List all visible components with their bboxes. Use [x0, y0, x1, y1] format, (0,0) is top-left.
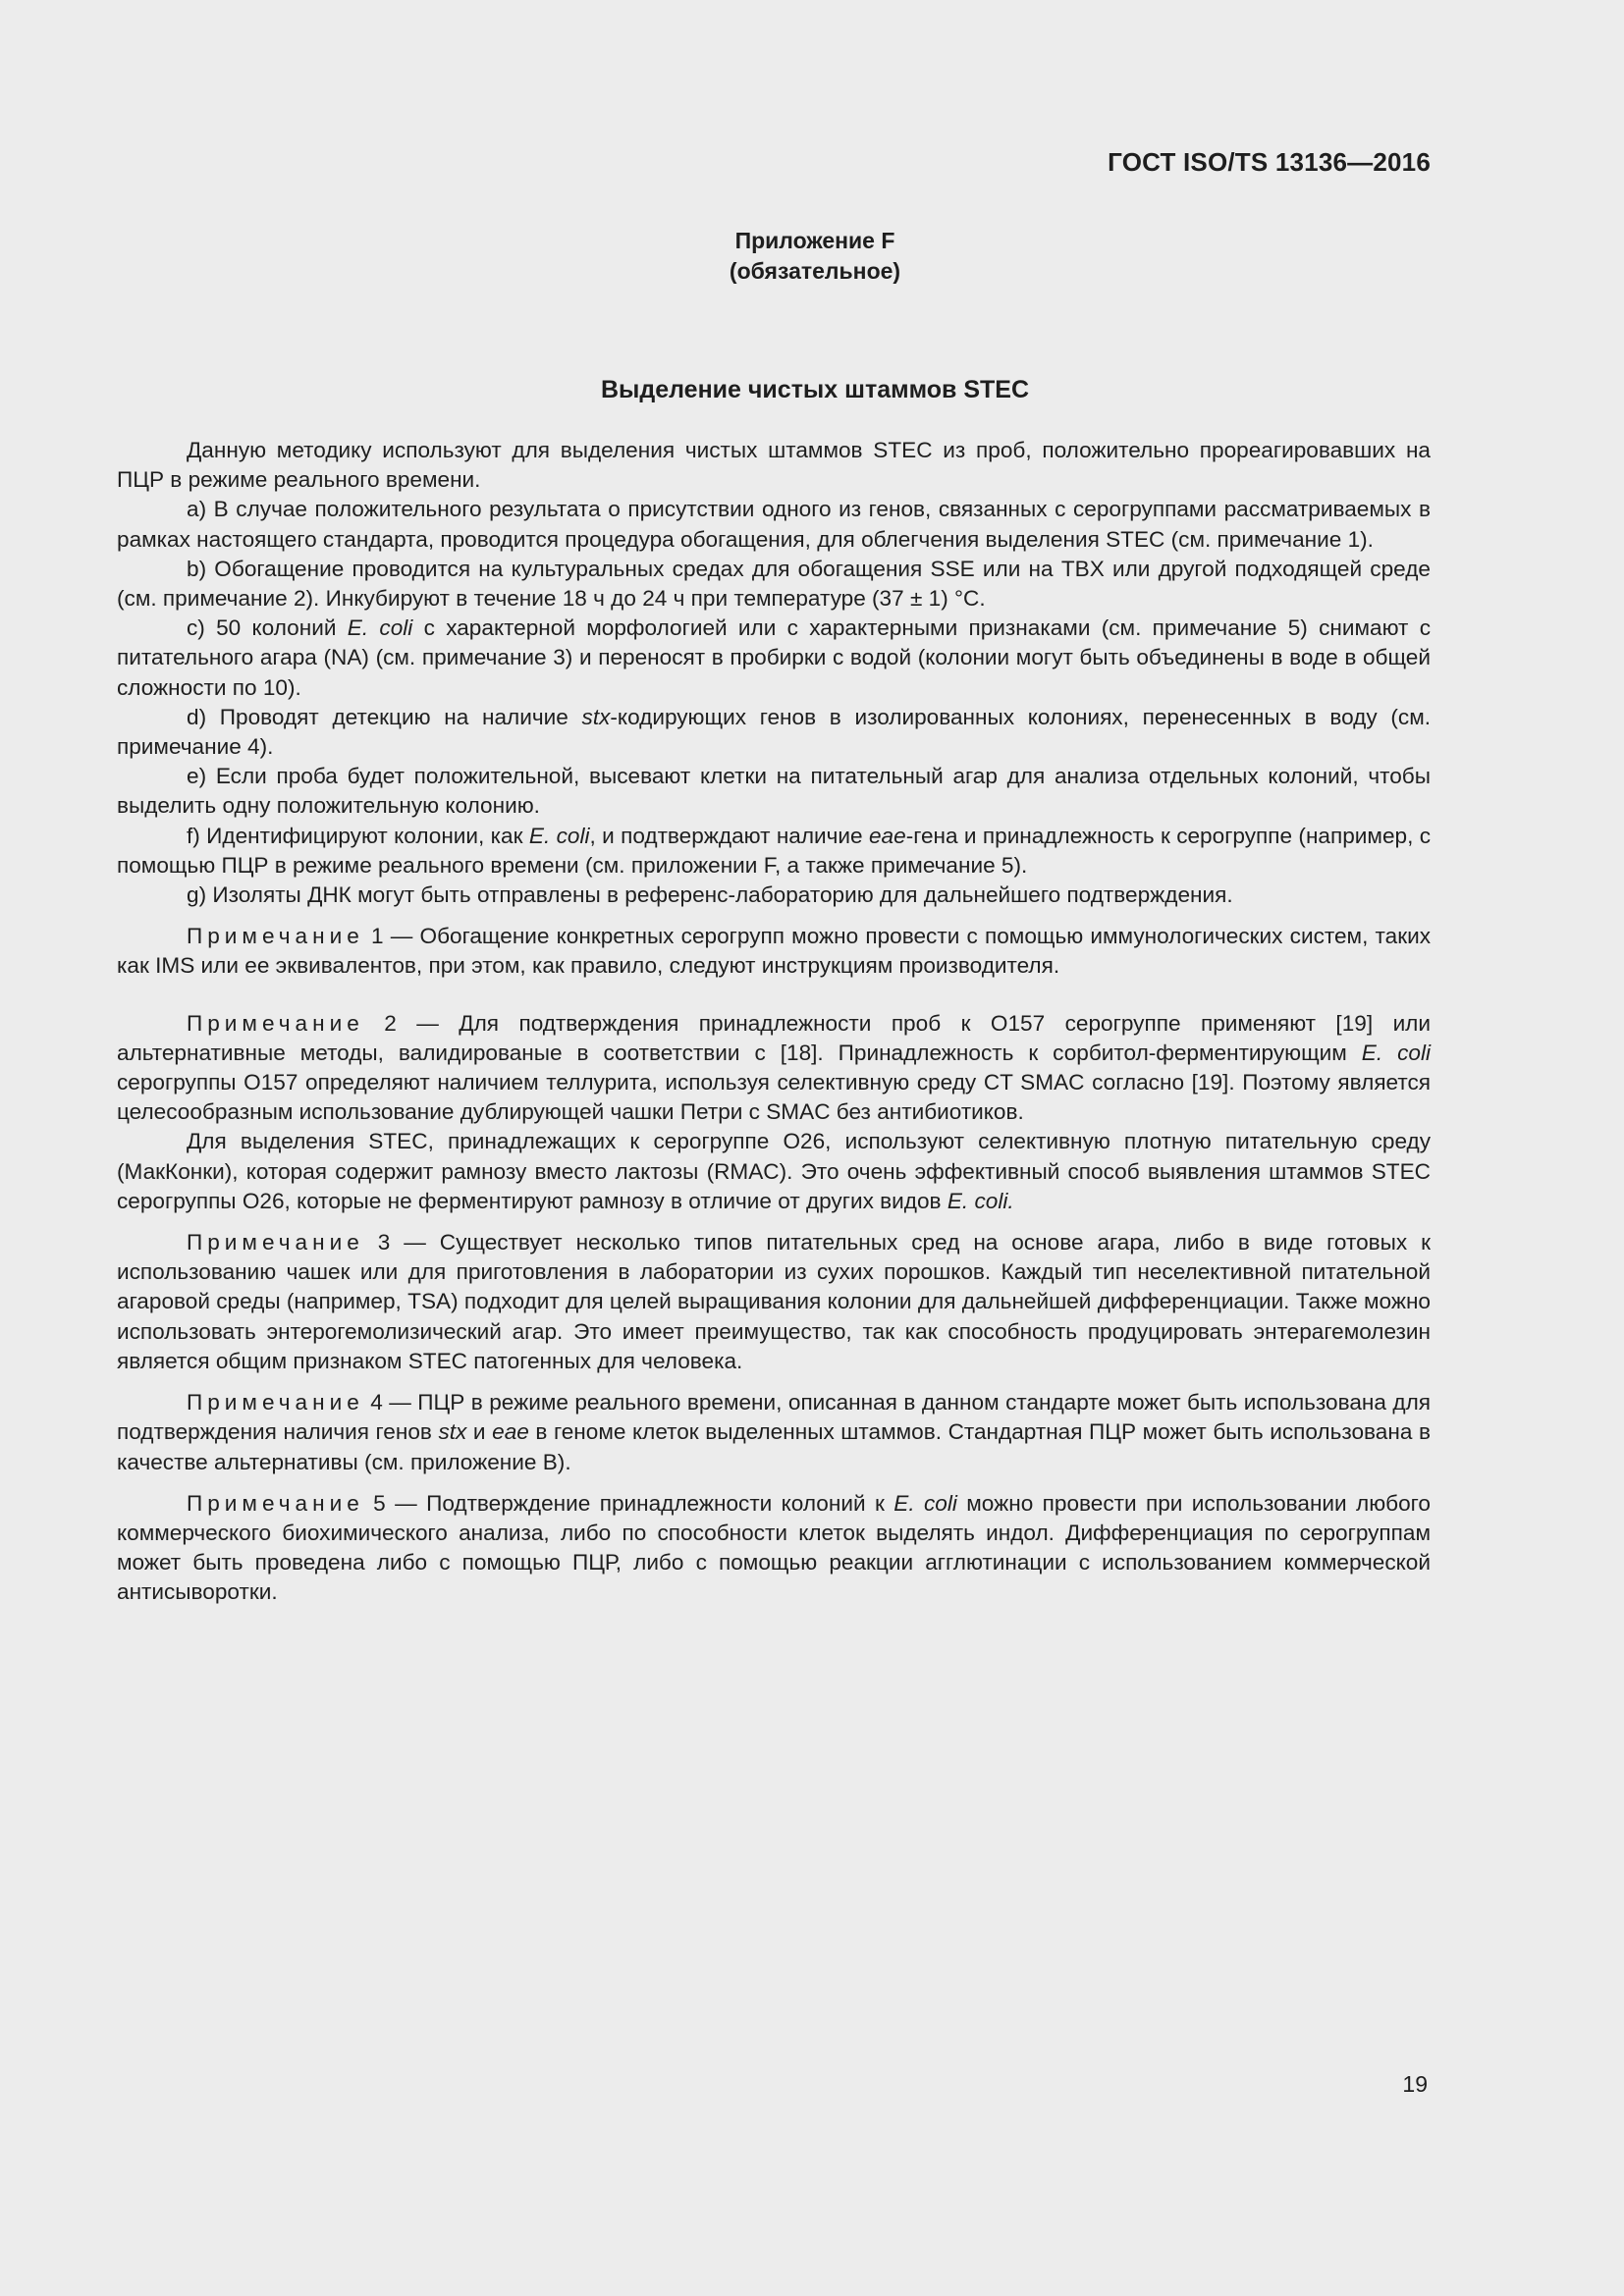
annex-status: (обязательное): [729, 258, 901, 284]
note-text: серогруппы O157 определяют наличием теллурита, используя селективную среду CT SMAC согласно [19]. Поэтому является целесообразным использование дублирующей чашки Петри с SMAC без антибиотиков.: [117, 1070, 1431, 1125]
note-text: — Для подтверждения принадлежности проб к O157 серогруппе применяют [19] или альтернативные методы, валидированые в соответствии с [18]. Принадлежность к сорбитол-ферментирующим: [117, 1010, 1431, 1065]
paragraph-d-part: -кодирующих генов в изолированных колониях, перенесенных в воду (см. примечание 4).: [117, 704, 1432, 760]
species-name: E. coli: [528, 823, 590, 848]
note-text: — ПЦР в режиме реального времени, описанная в данном стандарте может быть использована для подтверждения наличия генов: [117, 1390, 1431, 1445]
note-number: 1: [363, 924, 384, 949]
annex-heading: [0, 226, 1624, 287]
note-number: 3: [363, 1230, 391, 1255]
note-1: [117, 922, 1431, 981]
section-title: Выделение чистых штаммов STEC: [600, 376, 1030, 403]
paragraph-f-part: f) Идентифицируют колонии, как: [187, 823, 529, 848]
paragraph-d: [117, 703, 1431, 762]
note-label: Примечание: [187, 924, 364, 949]
species-name: E. coli: [1361, 1040, 1431, 1065]
paragraph-intro: Данную методику используют для выделения чистых штаммов STEC из проб, положительно прореагировавших на ПЦР в режиме реального времени.: [117, 438, 1431, 493]
note-label: Примечание: [187, 1230, 364, 1255]
gene-name: stx: [581, 704, 611, 729]
note-text: — Существует несколько типов питательных сред на основе агара, либо в виде готовых к использованию чашек или для приготовления в лаборатории из сухих порошков. Каждый тип неселективной питательной агаровой среды (например, TSA) подходит для целей выращивания колонии для дальнейшей дифференциации. Также можно использовать энтерогемолизический агар. Это имеет преимущество, так как способность продуцировать энтерагемолезин является общим признаком STEC патогенных для человека.: [117, 1230, 1432, 1373]
paragraph-g: g) Изоляты ДНК могут быть отправлены в референс-лабораторию для дальнейшего подтверждения.: [187, 882, 1233, 908]
document-body: [117, 436, 1431, 1608]
annex-label: Приложение F: [734, 228, 895, 253]
note-3: [117, 1228, 1431, 1376]
paragraph-c: [117, 614, 1431, 703]
species-name: E. coli.: [947, 1188, 1014, 1213]
note-number: 2: [363, 1010, 397, 1036]
species-name: E. coli: [347, 615, 413, 641]
note-number: 5: [363, 1490, 386, 1516]
note-number: 4: [363, 1390, 383, 1415]
note-label: Примечание: [187, 1010, 364, 1036]
species-name: E. coli: [893, 1490, 957, 1516]
note-text: и: [466, 1419, 493, 1445]
paragraph-a: а) В случае положительного результата о присутствии одного из генов, связанных с серогруппами рассматриваемых в рамках настоящего стандарта, проводится процедура обогащения, для облегчения выделения STEC (см. примечание 1).: [117, 497, 1431, 552]
note-label: Примечание: [187, 1390, 364, 1415]
note-text: в геноме клеток выделенных штаммов. Стандартная ПЦР может быть использована в качестве альтернативы (см. приложение В).: [117, 1419, 1431, 1474]
paragraph-d-part: d) Проводят детекцию на наличие: [187, 704, 582, 729]
paragraph-f: [117, 822, 1431, 881]
paragraph-f-part: -гена и принадлежность к серогруппе (например, с помощью ПЦР в режиме реального времени (см. приложении F, а также примечание 5).: [117, 823, 1432, 878]
note-text: можно провести при использовании любого коммерческого биохимического анализа, либо по способности клеток выделять индол. Дифференциация по серогруппам может быть проведена либо с помощью ПЦР, либо с помощью реакции агглютинации с использованием коммерческой антисыворотки.: [117, 1490, 1431, 1605]
paragraph-f-part: , и подтверждают наличие: [589, 823, 869, 848]
paragraph-c-part: с характерной морфологией или с характерными признаками (см. примечание 5) снимают с питательного агара (NA) (см. примечание 3) и переносят в пробирки с водой (колонии могут быть объединены в воде в общей сложности по 10).: [117, 615, 1431, 700]
note-2: [117, 1009, 1431, 1128]
page-number: 19: [1402, 2071, 1428, 2097]
paragraph-b: b) Обогащение проводится на культуральных средах для обогащения SSE или на TBX или другой подходящей среде (см. примечание 2). Инкубируют в течение 18 ч до 24 ч при температуре (37 ± 1) °C.: [117, 556, 1431, 612]
paragraph-c-part: c) 50 колоний: [187, 615, 348, 641]
gene-name: eae: [868, 823, 906, 848]
note-text: — Обогащение конкретных серогрупп можно провести с помощью иммунологических систем, таких как IMS или ее эквивалентов, при этом, как правило, следуют инструкциям производителя.: [117, 924, 1432, 979]
document-code: ГОСТ ISO/TS 13136—2016: [1108, 147, 1431, 177]
note-2-continuation: [117, 1127, 1431, 1216]
gene-name: stx: [438, 1419, 467, 1445]
paragraph-e: e) Если проба будет положительной, высевают клетки на питательный агар для анализа отдельных колоний, чтобы выделить одну положительную колонию.: [117, 764, 1431, 819]
note-4: [117, 1388, 1431, 1477]
note-text: Для выделения STEC, принадлежащих к серогруппе O26, используют селективную плотную питательную среду (МакКонки), которая содержит рамнозу вместо лактозы (RMAC). Это очень эффективный способ выявления штаммов STEC серогруппы O26, которые не ферментируют рамнозу в отличие от других видов: [117, 1129, 1431, 1213]
note-text: — Подтверждение принадлежности колоний к: [385, 1490, 894, 1516]
note-label: Примечание: [187, 1490, 364, 1516]
gene-name: eae: [492, 1419, 529, 1445]
note-5: [117, 1489, 1431, 1608]
